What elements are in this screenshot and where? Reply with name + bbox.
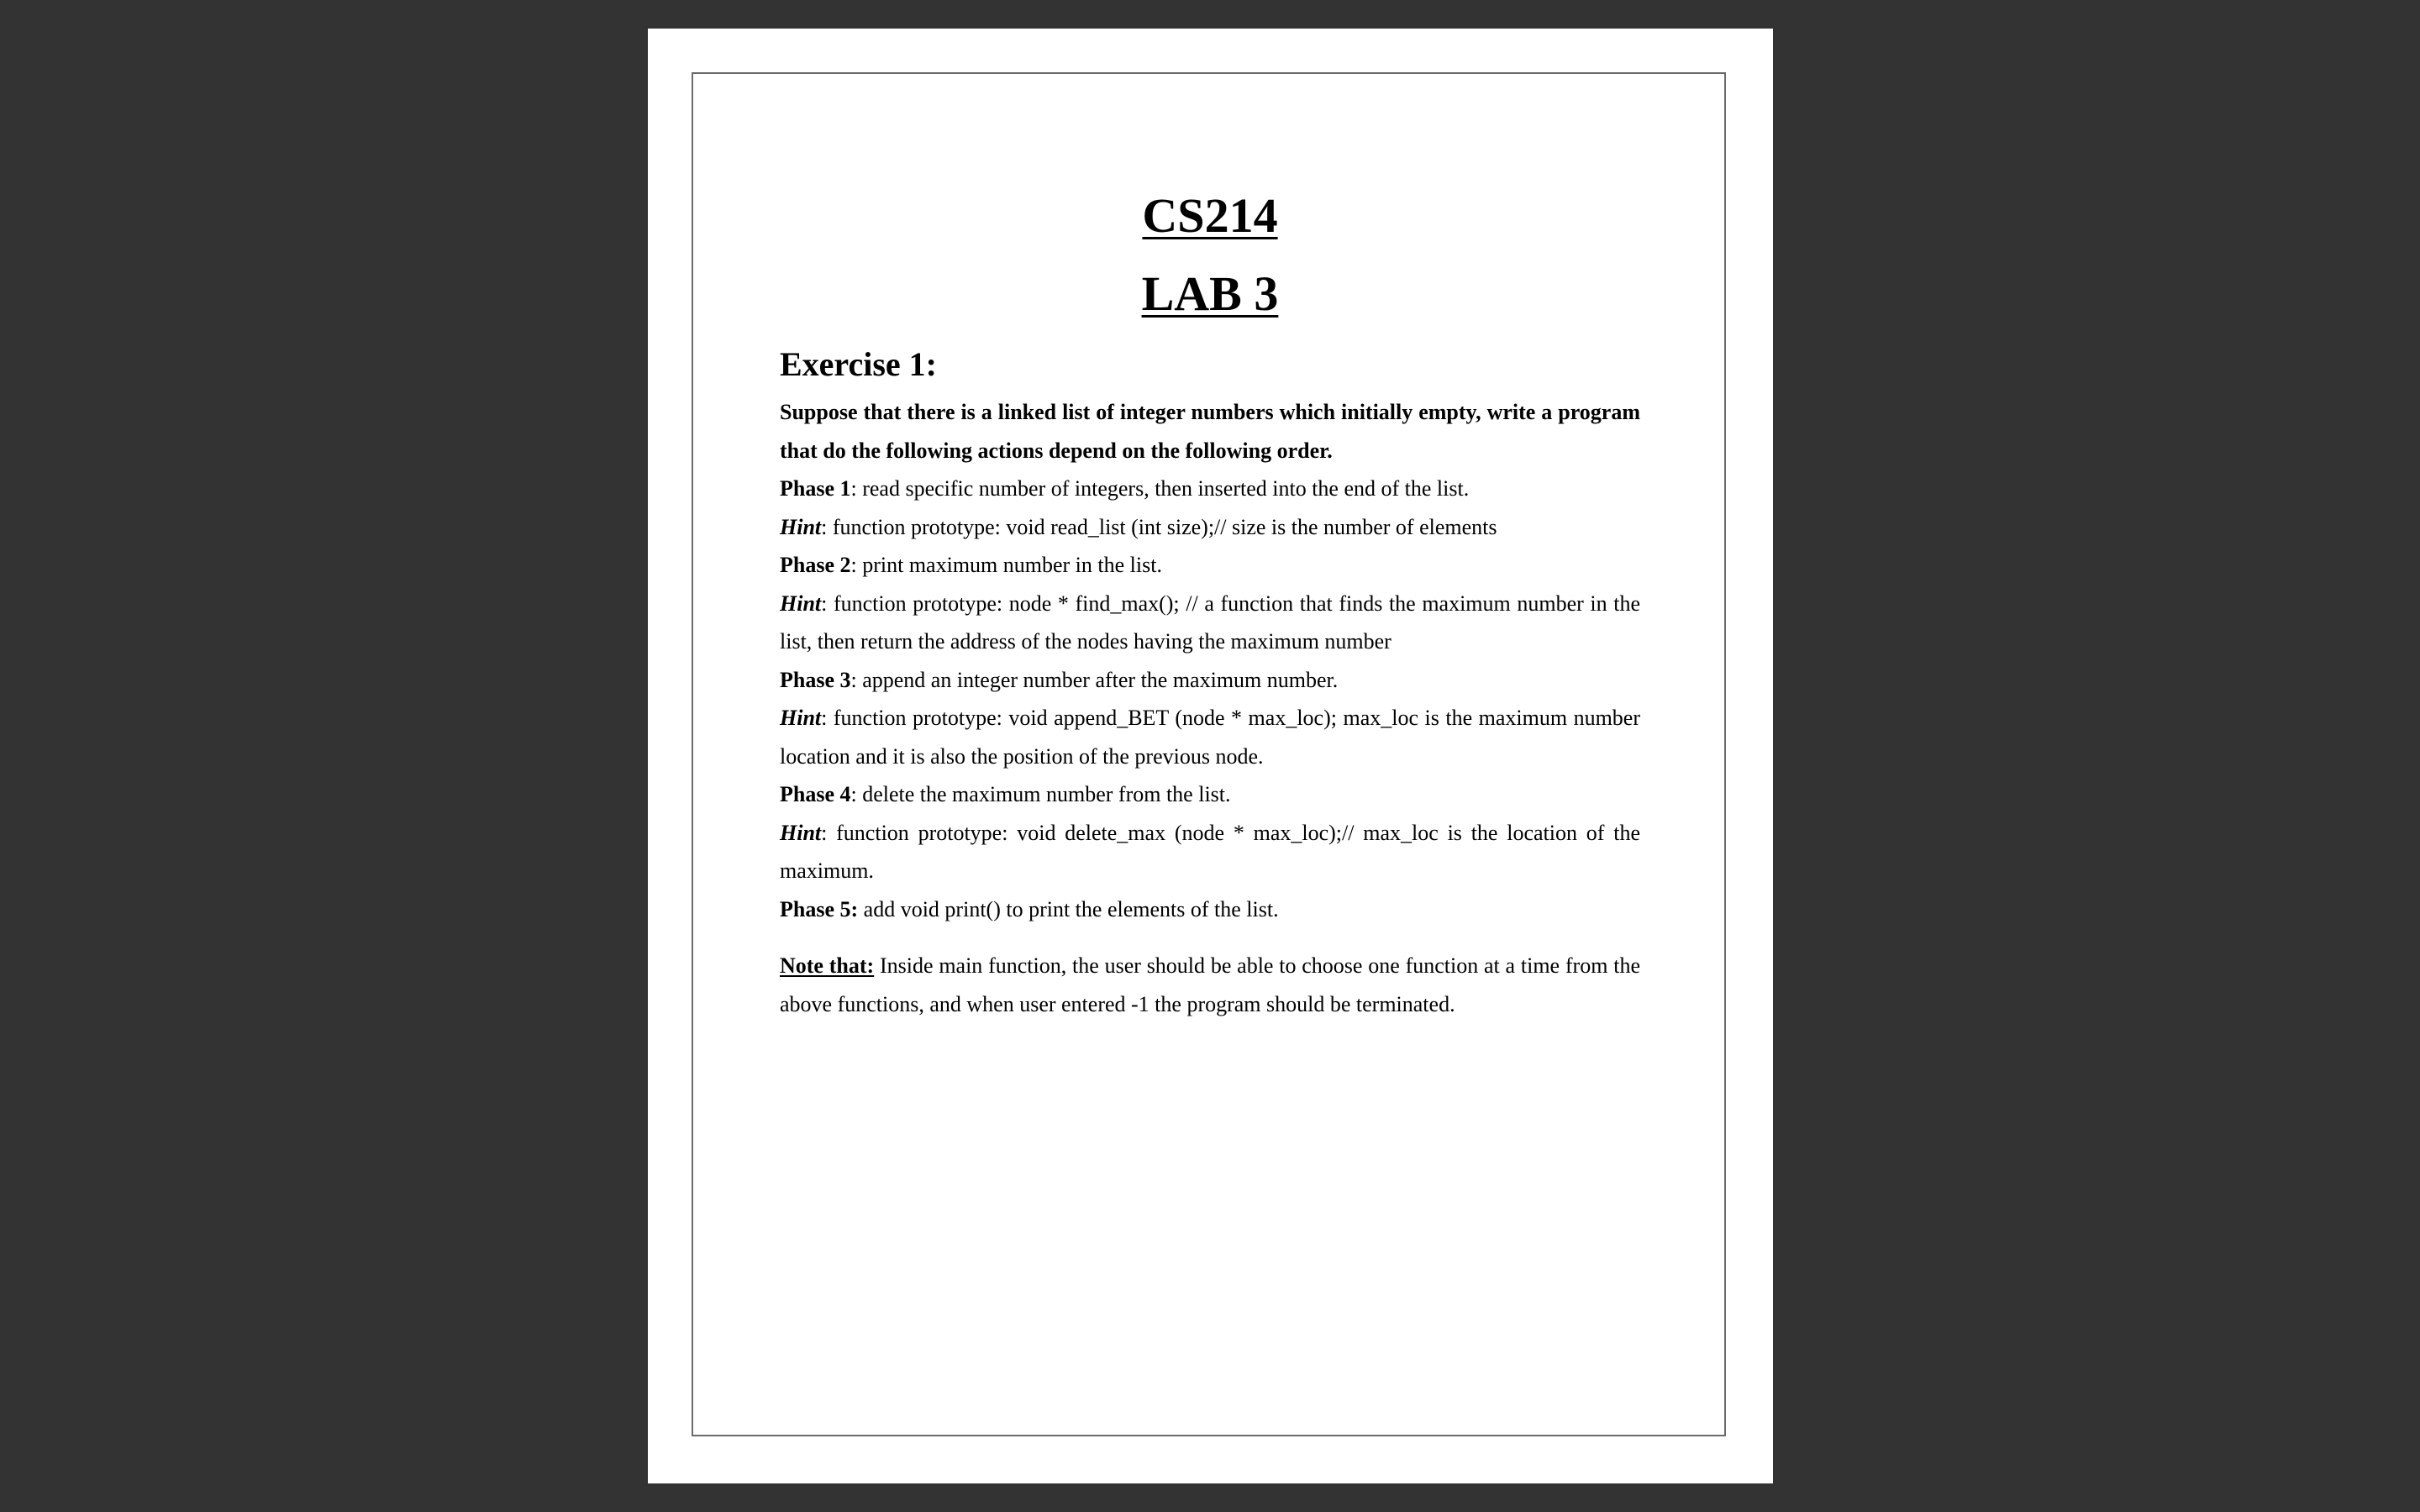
hint-2-label: Hint [780, 591, 822, 616]
phase-4-text: : delete the maximum number from the list. [850, 782, 1231, 806]
document-page [648, 29, 1773, 1483]
exercise-intro: Suppose that there is a linked list of integer numbers which initially empty, write a program that do the following actions depend on the following order. [780, 400, 1640, 463]
phase-4-label: Phase 4 [780, 782, 851, 806]
phase-5-label: Phase 5: [780, 896, 859, 921]
hint-3-text: : function prototype: void append_BET (node * max_loc); max_loc is the maximum number location and it is also the position of the previous node. [780, 706, 1640, 769]
phase-1-text: : read specific number of integers, then inserted into the end of the list. [850, 476, 1470, 501]
phase-1-line [780, 470, 1640, 508]
phase-2-text: : print maximum number in the list. [850, 553, 1162, 577]
hint-2-text: : function prototype: node * find_max(); // a function that finds the maximum number in the list, then return the address of the nodes having the maximum number [780, 591, 1640, 654]
phase-5-text: add void print() to print the elements of the list. [858, 896, 1279, 921]
phase-3-line [780, 661, 1640, 700]
hint-3-line [780, 699, 1640, 775]
phase-3-text: : append an integer number after the maximum number. [850, 667, 1339, 692]
hint-4-line [780, 814, 1640, 890]
exercise-heading: Exercise 1: [780, 345, 937, 383]
phase-4-line [780, 775, 1640, 814]
lab-title: LAB 3 [1141, 266, 1279, 321]
hint-4-text: : function prototype: void delete_max (node * max_loc);// max_loc is the location of the maximum. [780, 820, 1640, 883]
note-text: Inside main function, the user should be able to choose one function at a time from the above functions, and when user entered -1 the program should be terminated. [780, 953, 1640, 1016]
hint-2-line [780, 585, 1640, 661]
phase-3-label: Phase 3 [780, 667, 851, 692]
phase-1-label: Phase 1 [780, 476, 851, 501]
note-label: Note that: [780, 953, 875, 978]
hint-3-label: Hint [780, 706, 822, 730]
hint-1-label: Hint [780, 514, 822, 539]
phase-2-label: Phase 2 [780, 553, 851, 577]
course-title: CS214 [1142, 188, 1278, 243]
hint-1-line [780, 508, 1640, 547]
hint-4-label: Hint [780, 820, 822, 845]
page-content [780, 155, 1640, 1023]
hint-1-text: : function prototype: void read_list (int size);// size is the number of elements [821, 514, 1497, 539]
phase-2-line [780, 546, 1640, 585]
note-paragraph [780, 947, 1640, 1023]
phase-5-line [780, 890, 1640, 929]
